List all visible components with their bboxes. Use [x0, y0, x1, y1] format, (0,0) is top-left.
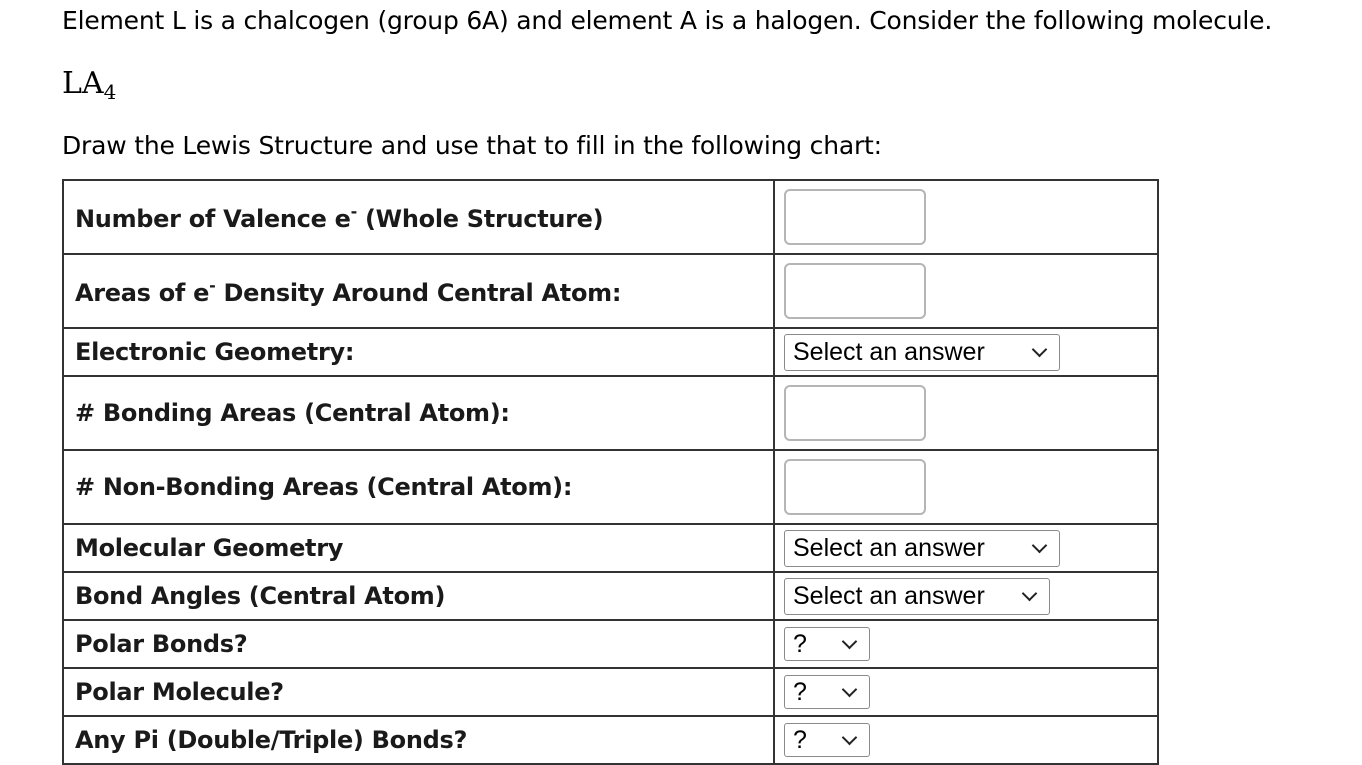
chart-instruction: Draw the Lewis Structure and use that to fill in the following chart:	[62, 131, 882, 160]
table-row	[63, 180, 1158, 254]
pi-bonds-selected: ?	[793, 725, 807, 754]
bonding-areas-label: # Bonding Areas (Central Atom):	[63, 376, 774, 450]
answer-chart	[62, 179, 1159, 765]
valence-electrons-input[interactable]	[784, 189, 926, 245]
question-intro: Element L is a chalcogen (group 6A) and element A is a halogen. Consider the following molecule.	[62, 6, 1273, 35]
chevron-down-icon	[842, 681, 858, 697]
polar-bonds-selected: ?	[793, 629, 807, 658]
molecular-geometry-label: Molecular Geometry	[63, 524, 774, 572]
table-row	[63, 450, 1158, 524]
formula-subscript: 4	[103, 80, 117, 104]
nonbonding-areas-input[interactable]	[784, 459, 926, 515]
table-row	[63, 376, 1158, 450]
molecular-geometry-select[interactable]	[784, 530, 1060, 567]
pi-bonds-label: Any Pi (Double/Triple) Bonds?	[63, 716, 774, 764]
electronic-geometry-selected: Select an answer	[793, 337, 985, 366]
valence-electrons-label: Number of Valence e- (Whole Structure)	[63, 180, 774, 254]
polar-bonds-select[interactable]	[784, 627, 870, 661]
table-row	[63, 620, 1158, 668]
table-row	[63, 572, 1158, 620]
pi-bonds-select[interactable]	[784, 723, 870, 757]
nonbonding-areas-label: # Non-Bonding Areas (Central Atom):	[63, 450, 774, 524]
table-row	[63, 254, 1158, 328]
chevron-down-icon	[1022, 585, 1038, 601]
polar-bonds-label: Polar Bonds?	[63, 620, 774, 668]
polar-molecule-select[interactable]	[784, 675, 870, 709]
table-row	[63, 524, 1158, 572]
chevron-down-icon	[842, 729, 858, 745]
chevron-down-icon	[842, 633, 858, 649]
polar-molecule-selected: ?	[793, 677, 807, 706]
bond-angles-select[interactable]	[784, 578, 1050, 615]
bond-angles-selected: Select an answer	[793, 581, 985, 610]
bond-angles-label: Bond Angles (Central Atom)	[63, 572, 774, 620]
molecule-formula	[62, 66, 116, 104]
table-row	[63, 716, 1158, 764]
chevron-down-icon	[1032, 341, 1048, 357]
table-row	[63, 668, 1158, 716]
polar-molecule-label: Polar Molecule?	[63, 668, 774, 716]
formula-base: LA	[62, 66, 104, 101]
electron-density-areas-input[interactable]	[784, 263, 926, 319]
electronic-geometry-select[interactable]	[784, 334, 1060, 371]
bonding-areas-input[interactable]	[784, 385, 926, 441]
molecular-geometry-selected: Select an answer	[793, 533, 985, 562]
chevron-down-icon	[1032, 537, 1048, 553]
electronic-geometry-label: Electronic Geometry:	[63, 328, 774, 376]
table-row	[63, 328, 1158, 376]
electron-density-areas-label: Areas of e- Density Around Central Atom:	[63, 254, 774, 328]
